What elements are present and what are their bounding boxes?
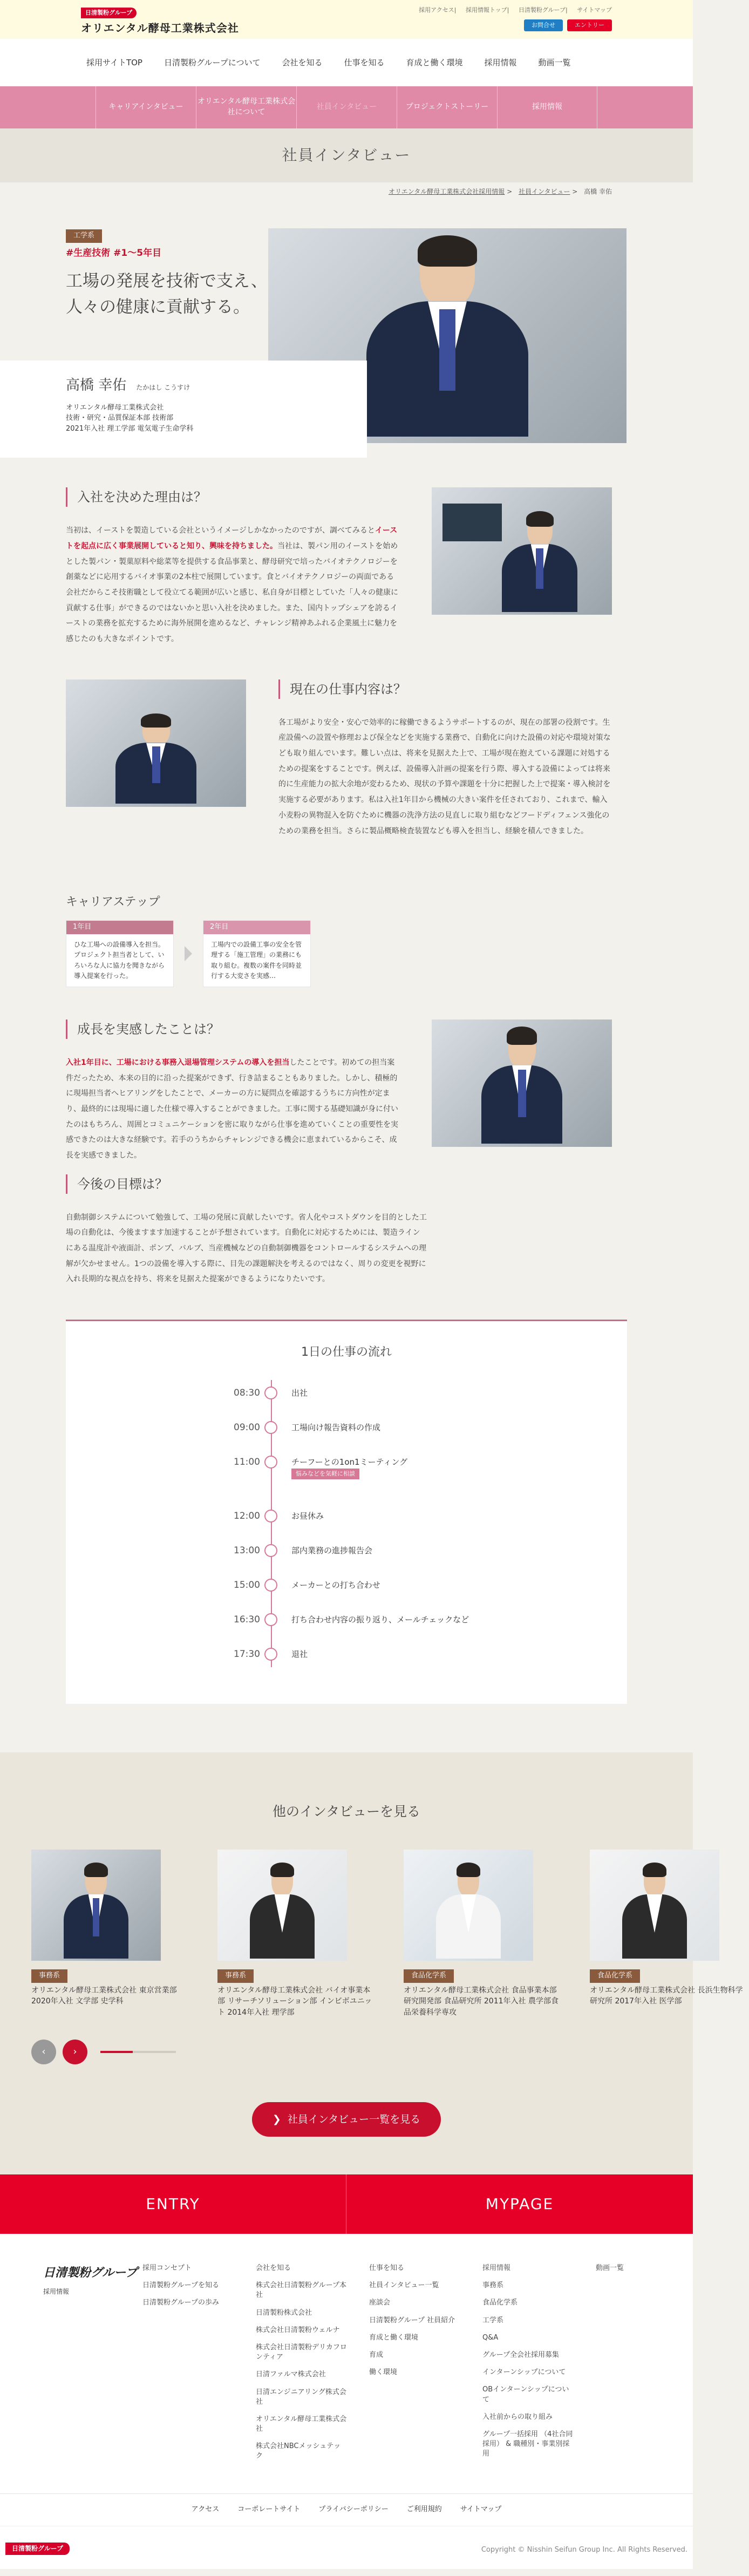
section-title: 入社を決めた理由は？ (66, 487, 399, 507)
career-card: 1年目 ひな工場への設備導入を担当。プロジェクト担当者として、いろいろな人に協力を聞きながら導入提案を行った。 (66, 920, 174, 987)
footer-copyright (0, 2526, 693, 2569)
schedule-item: 08:30 出社 (217, 1376, 627, 1410)
footer-col (142, 2264, 234, 2469)
site-logo[interactable] (81, 5, 239, 37)
footer-logo[interactable]: 日清製粉グループ (43, 2266, 138, 2280)
section-title: 成長を実感したことは？ (66, 1019, 399, 1039)
section-work (66, 679, 612, 839)
schedule-item: 12:00 お昼休み (217, 1499, 627, 1533)
category-tag: 食品化学系 (404, 1969, 454, 1983)
others-title: 他のインタビューを見る (272, 1804, 420, 1820)
category-tag: 工学系 (66, 229, 102, 243)
interview-card[interactable] (404, 1850, 563, 2018)
footer-link[interactable]: 日清製粉グループ 社員紹介 (369, 2316, 455, 2324)
schedule-item: 09:00 工場向け報告資料の作成 (217, 1410, 627, 1445)
section-growth (66, 1019, 612, 1164)
nav-item[interactable]: 動画一覧 (538, 57, 571, 67)
footer-link[interactable]: 会社を知る (256, 2264, 291, 2273)
nav-item[interactable]: 採用情報 (484, 57, 517, 67)
footer-link[interactable]: オリエンタル酵母工業株式会社 (256, 2415, 347, 2434)
career-steps (66, 893, 693, 987)
entry-button[interactable]: エントリー (567, 19, 612, 31)
mypage-cta[interactable]: MYPAGE (346, 2174, 693, 2234)
interview-photo (590, 1850, 719, 1961)
footer-link[interactable]: グループ一括採用 （4社合同採用） & 職種別・事業別採用 (482, 2430, 573, 2458)
cta-bar (0, 2174, 693, 2234)
footer-link[interactable]: アクセス (191, 2505, 220, 2513)
footer-link[interactable]: 事務系 (482, 2281, 504, 2290)
schedule-item: 13:00 部内業務の進捗報告会 (217, 1533, 627, 1568)
interview-card[interactable] (31, 1850, 190, 2018)
footer-link[interactable]: 動画一覧 (596, 2264, 624, 2273)
group-badge: 日清製粉グループ (81, 8, 137, 18)
person-figure (366, 238, 528, 443)
category-tag: 事務系 (217, 1969, 254, 1983)
footer-link[interactable]: 日清製粉株式会社 (256, 2308, 312, 2317)
footer-link[interactable]: Q&A (482, 2333, 499, 2342)
daily-schedule (66, 1320, 627, 1704)
footer-link[interactable]: 株式会社NBCメッシュテック (256, 2442, 341, 2461)
chevron-right-icon: ❯ (272, 2113, 281, 2125)
footer-bottom-links (0, 2493, 693, 2526)
footer-link[interactable]: 座談会 (369, 2299, 391, 2307)
schedule-item: 11:00 チーフーとの1on1ミーティング 悩みなどを気軽に相談 (217, 1445, 627, 1479)
footer-link[interactable]: グループ全会社採用募集 (482, 2350, 559, 2359)
util-link[interactable]: 採用アクセス (419, 6, 454, 13)
page-title: 社員インタビュー (0, 128, 693, 182)
nav-item[interactable]: 仕事を知る (344, 57, 385, 67)
footer-link[interactable]: 採用情報 (482, 2264, 511, 2273)
footer-link[interactable]: ご利用規約 (406, 2505, 442, 2513)
util-link[interactable]: サイトマップ (577, 6, 612, 13)
section-title: 現在の仕事内容は？ (278, 679, 612, 699)
interview-list-button[interactable]: ❯ 社員インタビュー一覧を見る (252, 2102, 441, 2137)
footer-group-logo[interactable]: 日清製粉グループ (5, 2543, 70, 2555)
arrow-icon (185, 946, 192, 961)
name-box (0, 361, 367, 458)
interview-photo (31, 1850, 161, 1961)
hero (0, 228, 693, 466)
schedule-item: 17:30 退社 (217, 1637, 627, 1671)
section-title: 今後の目標は？ (66, 1174, 427, 1194)
category-tag: 事務系 (31, 1969, 67, 1983)
career-title: キャリアステップ (66, 895, 160, 909)
interview-card[interactable] (217, 1850, 377, 2018)
person-figure (481, 1028, 562, 1147)
hero-hashtags: #生産技術 #1〜5年目 (66, 247, 162, 259)
interview-photo (217, 1850, 347, 1961)
subnav-item[interactable]: プロジェクトストーリー (397, 86, 497, 128)
section-reason (66, 487, 612, 647)
footer-link[interactable]: 株式会社日清製粉グループ本社 (256, 2281, 346, 2300)
footer-link[interactable]: インターンシップについて (482, 2368, 566, 2377)
carousel-progress (100, 2051, 176, 2053)
next-button[interactable] (63, 2040, 87, 2064)
interview-card[interactable] (590, 1850, 749, 2018)
other-interviews (0, 1752, 743, 2174)
footer-link[interactable]: 採用コンセプト (142, 2264, 192, 2273)
breadcrumb-current: 高橋 幸佑 (584, 188, 612, 195)
footer-link[interactable]: コーポレートサイト (237, 2505, 301, 2513)
section-text: 入社1年目に、工場における事務入退場管理システムの導入を担当したことです。初めての担当案件だったため、本来の目的に沿った提案ができず、行き詰まることもありました。しかし、積極的に現場担当者へヒアリングをしたことで、メーカーの方に疑問点を確認するうちに方向性が定まり、最終的には現場に適した仕様で導入することができました。工事に関する基礎知識が身に付いたのはもちろん、周囲とコミュニケーションを密に取りながら仕事を進めていくことの重要性を実感できたのは大きな経験です。若手のうちからチャレンジできる機会に恵まれているからこそ、成長を実感できました。 (66, 1058, 398, 1160)
employee-kana: たかはし こうすけ (136, 384, 190, 392)
schedule-note: 悩みなどを気軽に相談 (291, 1469, 359, 1479)
util-link[interactable]: 日清製粉グループ (518, 6, 566, 13)
person-figure (502, 512, 577, 615)
footer-col (596, 2264, 650, 2469)
footer-link[interactable]: 工学系 (482, 2316, 504, 2324)
footer-sub: 採用情報 (43, 2288, 70, 2296)
footer-link[interactable]: 働く環境 (369, 2368, 398, 2377)
chevron-right-icon: › (73, 2045, 77, 2057)
monitor-shape (442, 504, 502, 541)
employee-name: 高橋 幸佑 (66, 377, 127, 394)
nav-item[interactable]: 育成と働く環境 (406, 57, 463, 67)
section-goal (66, 1174, 427, 1287)
footer-col (369, 2264, 461, 2469)
footer-link[interactable]: 日清ファルマ株式会社 (256, 2370, 326, 2379)
footer-col (256, 2264, 348, 2469)
employee-info: 2021年入社 理工学部 電気電子生命学科 (66, 424, 194, 433)
footer-link[interactable]: OBインターンシップについて (482, 2385, 569, 2404)
prev-button[interactable] (31, 2040, 56, 2064)
section-text: 自動制御システムについて勉強して、工場の発展に貢献したいです。省人化やコストダウンを目的とした工場の自動化は、今後ますます加速することが予想されています。自動化に対応するためには、製造ラインにある温度計や液面計、ポンプ、バルブ、当産機械などの自動制御機器をコントロールするシステムへの理解が欠かせません。1つの設備を導入する際に、目先の課題解決を考えるのではなく、周りの変更を視野に入れ長期的な視点を持ち、将来を見据えた提案ができるようになりたいです。 (66, 1213, 427, 1284)
footer-link[interactable]: 株式会社日清製粉ウェルナ (256, 2326, 340, 2334)
interview-text: オリエンタル酵母工業株式会社 長浜生物科学研究所 2017年入社 医学部 (590, 1986, 743, 2006)
entry-cta[interactable]: ENTRY (0, 2174, 346, 2234)
nav-item[interactable]: 採用サイトTOP (86, 57, 142, 67)
phone-photo (432, 1019, 612, 1147)
interview-text: オリエンタル酵母工業株式会社 食品事業本部 研究開発部 食品研究所 2011年入社 農学部食品栄養科学専攻 (404, 1986, 559, 2017)
breadcrumb: オリエンタル酵母工業株式会社採用情報 > 社員インタビュー > 高橋 幸佑 (388, 188, 612, 195)
footer-link[interactable]: プライバシーポリシー (318, 2505, 389, 2513)
breadcrumb-link[interactable]: 社員インタビュー (518, 188, 570, 195)
subnav-item[interactable]: オリエンタル酵母工業株式会社について (196, 86, 296, 128)
person-figure (115, 715, 196, 807)
subnav-item[interactable]: キャリアインタビュー (96, 86, 196, 128)
footer-link[interactable]: 社員インタビュー一覧 (369, 2281, 439, 2290)
inquiry-button[interactable]: お問合せ (524, 19, 563, 31)
footer-link[interactable]: 仕事を知る (369, 2264, 405, 2273)
footer-link[interactable]: 育成 (369, 2350, 384, 2359)
schedule-item: 15:00 メーカーとの打ち合わせ (217, 1568, 627, 1602)
copyright-text: Copyright © Nisshin Seifun Group Inc. All Rights Reserved. (481, 2545, 687, 2554)
nav-item[interactable]: 日清製粉グループについて (164, 57, 261, 67)
main-nav (0, 39, 693, 86)
chevron-left-icon: ‹ (42, 2045, 46, 2057)
sub-nav (0, 86, 693, 128)
office-photo (432, 487, 612, 615)
career-card: 2年目 工場内での設備工事の安全を管理する「施工管理」の業務にも取り組む。複数の案件を同時並行する大変さを実感… (203, 920, 311, 987)
breadcrumb-link[interactable]: オリエンタル酵母工業株式会社採用情報 (388, 188, 505, 195)
footer-link[interactable]: 日清製粉グループを知る (142, 2281, 219, 2290)
section-text: 当初は、イーストを製造している会社というイメージしかなかったのですが、調べてみるとイーストを起点に広く事業展開していると知り、興味を持ちました。当社は、製パン用のイーストを始めとした製パン・製菓原料や総菜等を提供する食品事業と、酵母研究で培ったバイオテクノロジーを創薬などに応用するバイオ事業の2本柱で展開しています。食とバイオテクノロジーの両面である会社だからこそ技術職として役立てる範囲が広いと感じ、私自身が目標としていた「人々の健康に貢献する仕事」ができるのではないかと思い入社を決めました。また、国内トップシェアを誇るイーストの業務を拡充するために海外展開を進めるなど、チャレンジ精神あふれる企業風土に魅力を感じたのも大きなポイントです。 (66, 526, 398, 643)
schedule-title: 1日の仕事の流れ (301, 1345, 392, 1360)
footer (0, 2234, 693, 2493)
footer-link[interactable]: 株式会社日清製粉デリカフロンティア (256, 2343, 347, 2362)
interview-text: オリエンタル酵母工業株式会社 東京営業部 2020年入社 文学部 史学科 (31, 1986, 177, 2006)
top-bar (0, 0, 693, 39)
nav-item[interactable]: 会社を知る (282, 57, 323, 67)
subnav-item[interactable]: 採用情報 (497, 86, 597, 128)
footer-col (482, 2264, 574, 2469)
category-tag: 食品化学系 (590, 1969, 640, 1983)
footer-link[interactable]: 育成と働く環境 (369, 2333, 419, 2342)
utility-links: 採用アクセス| 採用情報トップ| 日清製粉グループ| サイトマップ (419, 6, 612, 13)
footer-link[interactable]: 日清エンジニアリング株式会社 (256, 2388, 346, 2406)
subnav-item-active[interactable]: 社員インタビュー (296, 86, 397, 128)
hero-title: 工場の発展を技術で支え、人々の健康に貢献する。 (66, 271, 268, 317)
company-name: オリエンタル酵母工業株式会社 (81, 22, 239, 35)
desk-photo (66, 679, 246, 807)
footer-link[interactable]: 食品化学系 (482, 2299, 518, 2307)
section-text: 各工場がより安全・安心で効率的に稼働できるようサポートするのが、現在の部署の役割です。生産設備への設置や修理および保全などを実施する業務で、自動化に向けた設備の対応や環境対策なども取り組んでいます。難しい点は、将来を見据えた上で、工場が現在抱えている課題に対処するための提案をすることです。例えば、設備導入計画の提案を行う際、導入する設備によっては将来的に生産能力の拡大余地が変わるため、現状の予算や課題を十分に把握した上で提案・導入検討を実施する必要があります。私は入社1年目から機械の大きい案件を任されており、これまで、輸入小麦粉の異物混入を防ぐために機器の洗浄方法の見直しに取り組むなどフードディフェンス強化のための業務を担当。さらに製品概略検査装置なども導入を担当し、経験を積んできました。 (278, 718, 611, 835)
schedule-item: 16:30 打ち合わせ内容の振り返り、メールチェックなど (217, 1602, 627, 1637)
employee-info: 技術・研究・品質保証本部 技術部 (66, 414, 174, 423)
util-link[interactable]: 採用情報トップ (466, 6, 507, 13)
interview-photo (404, 1850, 533, 1961)
footer-link[interactable]: サイトマップ (460, 2505, 502, 2513)
footer-link[interactable]: 入社前からの取り組み (482, 2412, 553, 2421)
footer-link[interactable]: 日清製粉グループの歩み (142, 2299, 219, 2307)
interview-text: オリエンタル酵母工業株式会社 バイオ事業本部 リサーチソリューション部 インビボユニット 2014年入社 理学部 (217, 1986, 372, 2017)
employee-info: オリエンタル酵母工業株式会社 (66, 403, 164, 412)
